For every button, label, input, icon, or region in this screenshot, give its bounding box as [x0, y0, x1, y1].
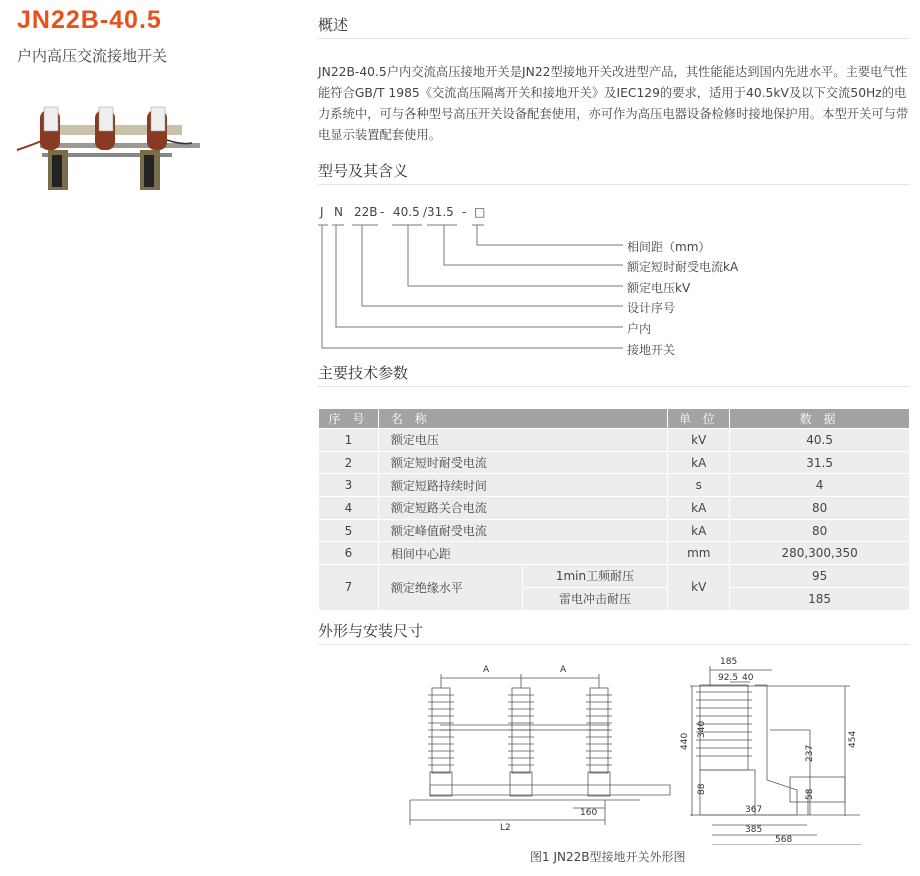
table-row — [319, 542, 910, 565]
header-name: 名 称 — [378, 409, 667, 429]
model-label-current: 额定短时耐受电流kA — [627, 260, 739, 274]
cell-value: 80 — [730, 497, 910, 520]
model-label-indoor: 户内 — [627, 322, 652, 336]
cell-value: 40.5 — [730, 429, 910, 452]
dim-88: 88 — [697, 783, 707, 795]
dim-340: 340 — [697, 720, 707, 738]
header-value: 数 据 — [730, 409, 910, 429]
dim-367: 367 — [745, 805, 763, 815]
cell-no: 4 — [319, 497, 379, 520]
dimension-drawing — [390, 650, 870, 845]
section-params-heading: 主要技术参数 — [318, 362, 910, 387]
cell-value: 95 — [730, 565, 910, 588]
header-unit: 单 位 — [668, 409, 730, 429]
cell-name: 额定绝缘水平 — [378, 565, 522, 610]
product-photo — [12, 95, 202, 195]
section-model-heading: 型号及其含义 — [318, 160, 910, 185]
cell-unit: kA — [668, 451, 730, 474]
code-22b: 22B — [354, 205, 378, 219]
code-dash2: - — [462, 205, 467, 219]
code-j: J — [320, 205, 324, 219]
dim-385: 385 — [745, 825, 763, 835]
cell-name: 额定短路关合电流 — [378, 497, 667, 520]
dim-454: 454 — [848, 730, 858, 748]
cell-unit: kA — [668, 519, 730, 542]
model-label-spacing: 相间距（mm） — [627, 240, 711, 254]
model-label-earthing: 接地开关 — [627, 343, 676, 357]
dim-440: 440 — [680, 732, 690, 750]
product-title: JN22B-40.5 — [17, 6, 162, 34]
dim-l2: L2 — [500, 823, 511, 833]
cell-name: 额定电压 — [378, 429, 667, 452]
section-dims-heading: 外形与安装尺寸 — [318, 620, 910, 645]
cell-no: 1 — [319, 429, 379, 452]
code-spacing: □ — [474, 205, 486, 219]
cell-name: 额定短路持续时间 — [378, 474, 667, 497]
code-voltage: 40.5 — [393, 205, 420, 219]
cell-no: 6 — [319, 542, 379, 565]
table-row — [319, 497, 910, 520]
code-n: N — [334, 205, 343, 219]
cell-unit: mm — [668, 542, 730, 565]
cell-no: 5 — [319, 519, 379, 542]
cell-unit: kA — [668, 497, 730, 520]
code-dash: - — [380, 205, 385, 219]
insulator-middle — [508, 688, 534, 796]
header-no: 序 号 — [319, 409, 379, 429]
cell-name: 相间中心距 — [378, 542, 667, 565]
cell-unit: kV — [668, 565, 730, 610]
cell-subname: 1min工频耐压 — [522, 565, 668, 588]
dim-185: 185 — [720, 657, 738, 667]
overview-text: JN22B-40.5户内交流高压接地开关是JN22型接地开关改进型产品，其性能能达到国内先进水平。主要电气性能符合GB/T 1985《交流高压隔离开关和接地开关》及IEC129的要求，适用于40.5kV及以下交流50Hz的电力系统中，可与各种型号高压开关设备配套使用，亦可作为高压电器设备检修时接地保护用。本型开关可与带电显示装置配套使用。 — [318, 65, 909, 142]
code-current: /31.5 — [423, 205, 454, 219]
dim-92-5: 92.5 — [718, 673, 739, 683]
insulator-left — [428, 688, 454, 796]
dim-237: 237 — [805, 744, 815, 762]
params-table — [318, 408, 910, 611]
cell-name: 额定短时耐受电流 — [378, 451, 667, 474]
dim-58: 58 — [805, 788, 815, 800]
dim-40: 40 — [742, 673, 754, 683]
cell-name: 额定峰值耐受电流 — [378, 519, 667, 542]
table-row — [319, 474, 910, 497]
cell-value: 31.5 — [730, 451, 910, 474]
product-subtitle: 户内高压交流接地开关 — [17, 47, 168, 65]
cell-subname: 雷电冲击耐压 — [522, 587, 668, 610]
cell-value: 80 — [730, 519, 910, 542]
cell-value: 280,300,350 — [730, 542, 910, 565]
cell-value: 4 — [730, 474, 910, 497]
table-row — [319, 565, 910, 588]
model-label-design: 设计序号 — [627, 301, 676, 315]
cell-no: 2 — [319, 451, 379, 474]
dim-a-1: A — [483, 665, 490, 675]
dim-160: 160 — [580, 808, 598, 818]
dim-568: 568 — [775, 835, 793, 845]
table-row — [319, 519, 910, 542]
cell-no: 7 — [319, 565, 379, 610]
cell-value: 185 — [730, 587, 910, 610]
section-overview-heading: 概述 — [318, 14, 910, 39]
model-label-voltage: 额定电压kV — [627, 281, 691, 295]
table-row — [319, 451, 910, 474]
table-row — [319, 429, 910, 452]
cell-no: 3 — [319, 474, 379, 497]
cell-unit: kV — [668, 429, 730, 452]
cell-unit: s — [668, 474, 730, 497]
dim-a-2: A — [560, 665, 567, 675]
figure-caption: 图1 JN22B型接地开关外形图 — [530, 850, 686, 864]
insulator-right — [586, 688, 612, 796]
table-header-row — [319, 409, 910, 429]
